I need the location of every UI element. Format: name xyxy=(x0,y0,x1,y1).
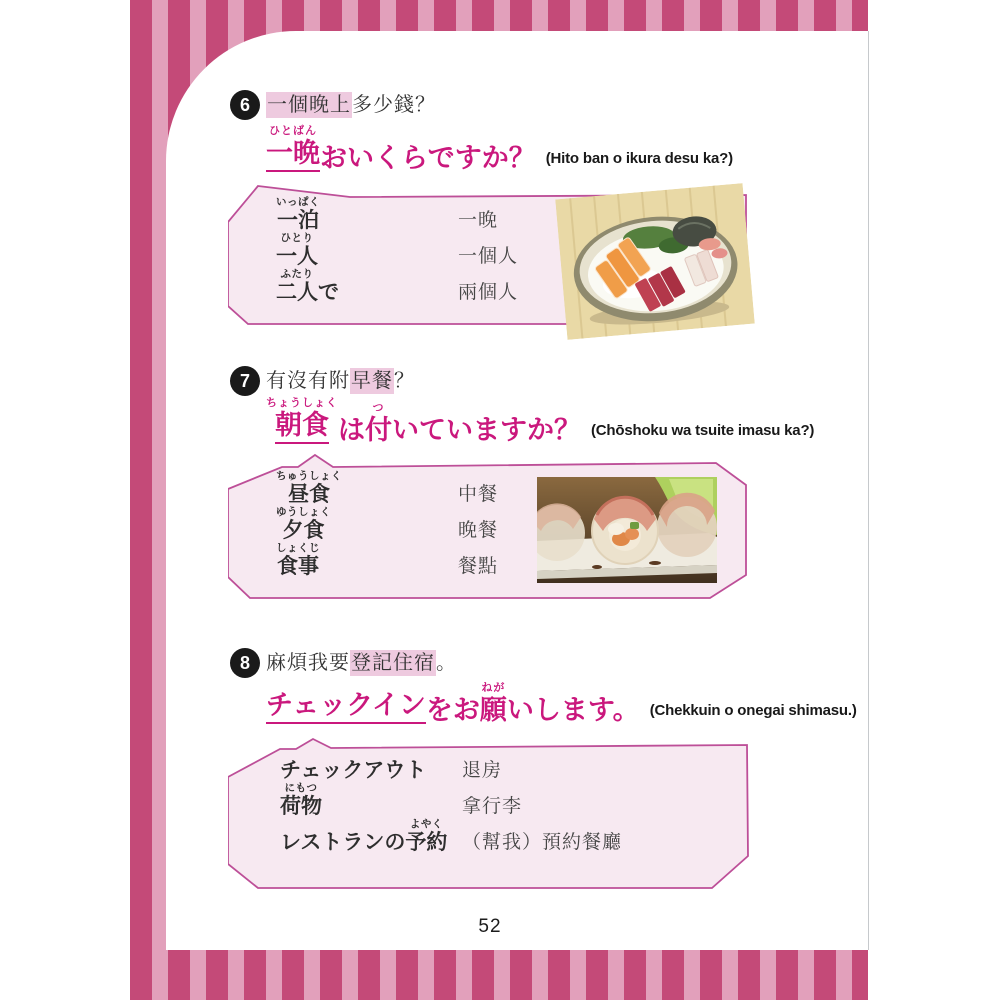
heading-post: 。 xyxy=(436,652,457,674)
chinese-meaning: （幫我）預約餐廳 xyxy=(462,832,623,854)
page-number: 52 xyxy=(478,916,502,937)
furigana: いっぱく xyxy=(276,196,320,209)
sentence-rest: いていますか？ xyxy=(392,414,581,445)
jp-word: 荷物 xyxy=(280,794,322,818)
sentence-rest: いします。 xyxy=(506,694,640,725)
furigana: ふたり xyxy=(280,268,314,281)
page-edge-line xyxy=(868,31,869,950)
salmon-sushi-rolls-photo xyxy=(537,477,717,583)
list-item xyxy=(280,782,622,818)
furigana: しょくじ xyxy=(276,542,320,555)
jp-word: 食事 xyxy=(277,554,319,578)
jp-word: 二人 xyxy=(276,280,318,304)
item-number-badge: 6 xyxy=(230,90,260,120)
chinese-meaning: 退房 xyxy=(462,760,503,782)
furigana: にもつ xyxy=(284,782,318,795)
heading-pre: 麻煩我要 xyxy=(266,652,350,674)
chinese-heading xyxy=(266,366,415,396)
keyword-underlined: 朝食 xyxy=(275,411,329,444)
jp-word: 昼食 xyxy=(288,482,330,506)
jp-word: 予約 xyxy=(405,830,448,854)
furigana: ゆうしょく xyxy=(276,506,331,519)
list-item xyxy=(276,506,498,542)
chinese-meaning: 餐點 xyxy=(458,556,499,578)
furigana: ちゅうしょく xyxy=(276,470,342,483)
keyword-underlined: チェックイン xyxy=(266,691,426,724)
heading-post: ？ xyxy=(394,370,415,392)
substitution-list xyxy=(280,746,622,854)
list-item xyxy=(276,196,518,232)
sentence-mid: をお xyxy=(425,694,480,725)
jp-word: 一人 xyxy=(276,244,318,268)
furigana: ねが xyxy=(481,681,506,694)
heading-post: 多少錢？ xyxy=(352,94,436,116)
sentence-rest: おいくらですか？ xyxy=(320,142,536,173)
furigana: ちょうしょく xyxy=(266,396,338,409)
keyword-underlined: 一晩 xyxy=(266,139,320,172)
romaji: (Chekkuin o onegai shimasu.) xyxy=(649,702,857,719)
sashimi-platter-photo xyxy=(555,183,755,340)
japanese-sentence xyxy=(266,394,814,444)
ruby-group xyxy=(266,126,320,172)
chinese-meaning: 拿行李 xyxy=(462,796,523,818)
item-number-badge: 8 xyxy=(230,648,260,678)
romaji: (Chōshoku wa tsuite imasu ka?) xyxy=(591,422,815,439)
jp-word: 一泊 xyxy=(277,208,319,232)
heading-highlight: 早餐 xyxy=(351,370,393,392)
chinese-heading xyxy=(266,90,436,120)
heading-pre: 有沒有附 xyxy=(266,370,350,392)
chinese-meaning: 中餐 xyxy=(458,484,499,506)
furigana: よやく xyxy=(409,818,443,831)
furigana: つ xyxy=(372,401,385,414)
ruby-group: ねが 願 xyxy=(479,681,507,725)
list-item: チェックアウト 退房 xyxy=(280,758,503,782)
sentence-mid: は xyxy=(338,414,365,445)
romaji: (Hito ban o ikura desu ka?) xyxy=(545,150,733,167)
list-item xyxy=(276,542,498,578)
furigana: ひとり xyxy=(280,232,314,245)
heading-highlight: 登記住宿 xyxy=(351,652,435,674)
substitution-list xyxy=(276,470,498,578)
substitution-list xyxy=(276,196,518,304)
chinese-meaning: 晚餐 xyxy=(458,520,499,542)
list-item xyxy=(276,232,518,268)
ruby-group: つ 付 xyxy=(365,401,392,445)
ruby-group xyxy=(266,398,338,444)
chinese-meaning: 一晚 xyxy=(458,210,499,232)
list-item: ふたり 二人 で 兩個人 xyxy=(276,268,519,304)
jp-word: 夕食 xyxy=(282,518,325,542)
heading-highlight: 一個晚上 xyxy=(267,94,351,116)
japanese-sentence xyxy=(266,122,733,172)
chinese-meaning: 一個人 xyxy=(458,246,519,268)
item-number-badge: 7 xyxy=(230,366,260,396)
furigana: ひとばん xyxy=(269,124,317,137)
chinese-meaning: 兩個人 xyxy=(458,282,519,304)
list-item xyxy=(276,470,498,506)
list-item: レストランの よやく 予約 （幫我）預約餐廳 xyxy=(280,818,623,854)
japanese-sentence xyxy=(266,674,857,724)
